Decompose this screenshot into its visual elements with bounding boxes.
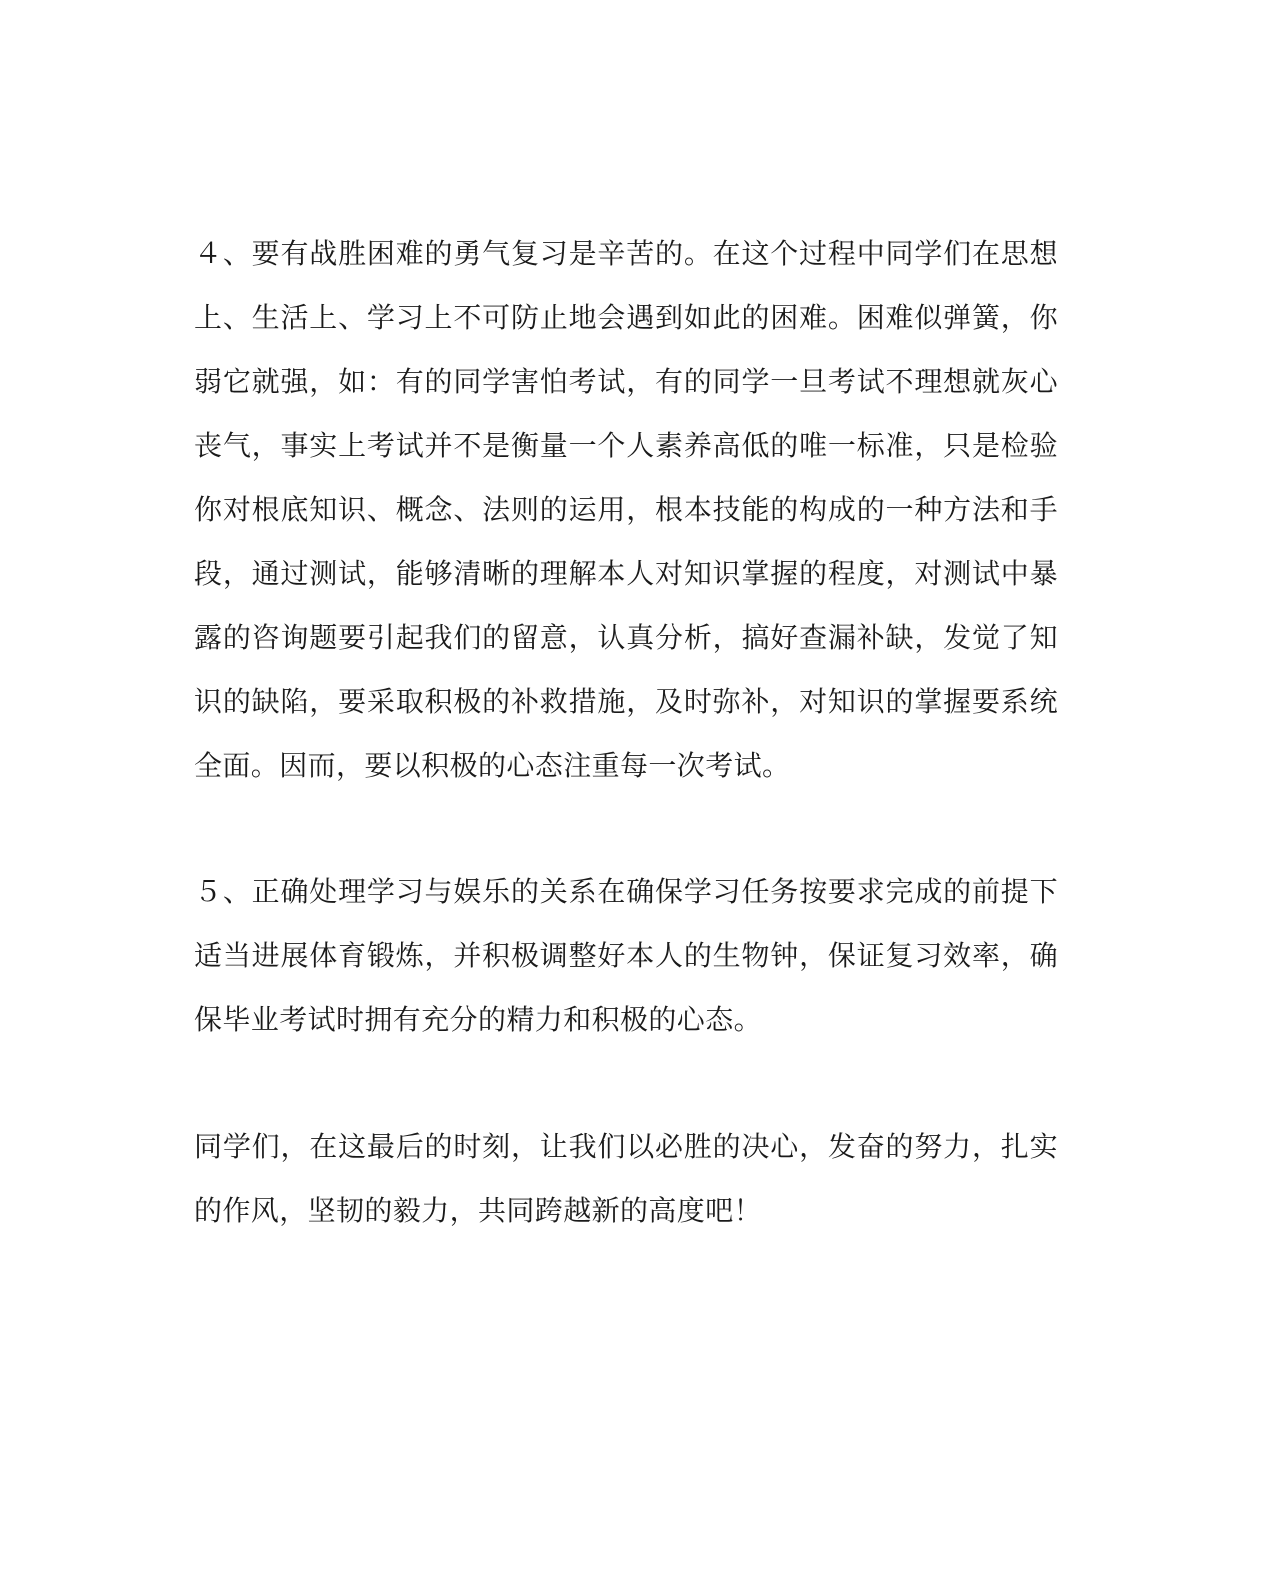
paragraph-closing: 同学们，在这最后的时刻，让我们以必胜的决心，发奋的努力，扎实的作风，坚韧的毅力，共同跨越新的高度吧！ — [194, 1130, 1058, 1227]
paragraph-point-4: ４、要有战胜困难的勇气复习是辛苦的。在这个过程中同学们在思想上、生活上、学习上不可防止地会遇到如此的困难。困难似弹簧，你弱它就强，如：有的同学害怕考试，有的同学一旦考试不理想就灰心丧气，事实上考试并不是衡量一个人素养高低的唯一标准，只是检验你对根底知识、概念、法则的运用，根本技能的构成的一种方法和手段，通过测试，能够清晰的理解本人对知识掌握的程度，对测试中暴露的咨询题要引起我们的留意，认真分析，搞好查漏补缺，发觉了知识的缺陷，要采取积极的补救措施，及时弥补，对知识的掌握要系统全面。因而，要以积极的心态注重每一次考试。 — [194, 237, 1058, 782]
paragraph-point-5: ５、正确处理学习与娱乐的关系在确保学习任务按要求完成的前提下适当进展体育锻炼，并积极调整好本人的生物钟，保证复习效率，确保毕业考试时拥有充分的精力和积极的心态。 — [194, 875, 1058, 1036]
